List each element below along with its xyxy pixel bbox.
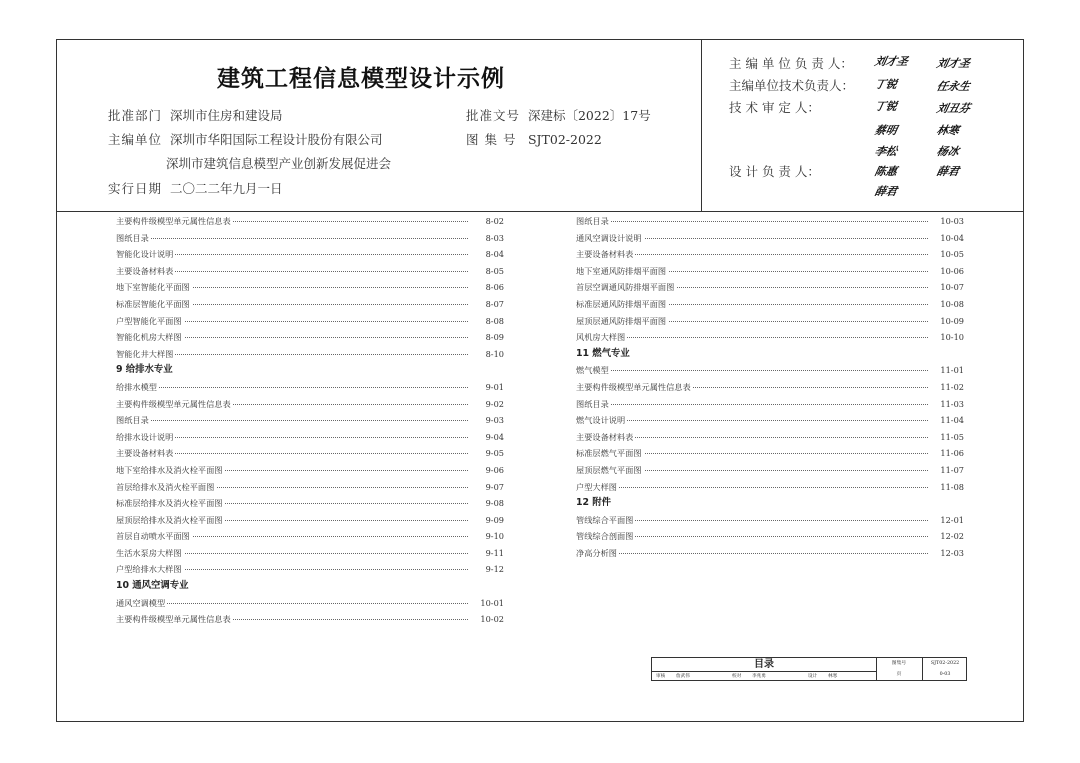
title-block [651, 657, 967, 681]
toc-entry-page: 8-05 [470, 263, 504, 280]
toc-entry-title: 主要构件级模型单元属性信息表 [116, 398, 231, 409]
toc-leader-dots [116, 603, 468, 604]
toc-entry-page: 12-03 [930, 545, 964, 562]
toc-entry-page: 8-02 [470, 213, 504, 230]
toc-entry-page: 11-08 [930, 479, 964, 496]
toc-entry [576, 213, 964, 230]
toc-entry-page: 11-01 [930, 362, 964, 379]
toc-entry [576, 429, 964, 446]
signature-10: 杨冰 [935, 145, 961, 158]
toc-entry-page: 9-02 [470, 396, 504, 413]
toc-entry-page: 10-01 [470, 595, 504, 612]
toc-entry-page: 8-10 [470, 346, 504, 363]
toc-entry-title: 首层空调通风防排烟平面图 [576, 282, 675, 293]
toc-entry-page: 9-03 [470, 412, 504, 429]
toc-entry [116, 595, 504, 612]
toc-entry [116, 230, 504, 247]
toc-entry [116, 512, 504, 529]
toc-entry [576, 246, 964, 263]
atlas-label-cell: 图集号 [891, 661, 907, 666]
toc-entry [116, 611, 504, 628]
editor-value-2: 深圳市建筑信息模型产业创新发展促进会 [166, 156, 392, 171]
toc-entry-page: 10-08 [930, 296, 964, 313]
toc-leader-dots [116, 420, 468, 421]
title-block-vline-2 [922, 658, 923, 680]
title-block-vline-1 [876, 658, 877, 680]
toc-entry-page: 8-07 [470, 296, 504, 313]
toc-entry-page: 9-11 [470, 545, 504, 562]
toc-entry-title: 主要设备材料表 [576, 249, 634, 260]
toc-leader-dots [576, 420, 928, 421]
toc-entry [116, 495, 504, 512]
toc-entry-page: 11-03 [930, 396, 964, 413]
toc-leader-dots [576, 337, 928, 338]
toc-entry-title: 屋顶层燃气平面图 [576, 464, 642, 475]
toc-entry-title: 主要构件级模型单元属性信息表 [116, 216, 231, 226]
check-label-cell: 校对 [732, 674, 742, 679]
toc-entry [116, 279, 504, 296]
toc-entry-title: 通风空调模型 [116, 597, 166, 608]
toc-section-heading: 12 附件 [576, 497, 612, 509]
signature-2: 刘才圣 [935, 57, 972, 70]
toc-entry [576, 512, 964, 529]
toc-entry-page: 12-01 [930, 512, 964, 529]
toc-entry-page: 9-10 [470, 528, 504, 545]
toc-entry [576, 379, 964, 396]
page-no-cell: 0-03 [939, 672, 951, 677]
toc-entry-page: 9-07 [470, 479, 504, 496]
toc-entry [576, 263, 964, 280]
toc-entry-page: 9-12 [470, 561, 504, 578]
toc-entry-title: 图纸目录 [116, 232, 149, 243]
toc-entry [116, 263, 504, 280]
date-row [108, 179, 283, 197]
toc-entry [576, 545, 964, 562]
checker-cell: 李兆勇 [752, 674, 766, 679]
toc-entry-title: 户型给排水大样图 [116, 564, 182, 575]
date-label: 实行日期 [108, 181, 163, 196]
signature-8: 林寒 [935, 124, 961, 137]
toc-right-column [576, 213, 964, 561]
toc-entry [576, 479, 964, 496]
toc-entry-page: 10-10 [930, 329, 964, 346]
atlas-no-row [466, 130, 602, 148]
title-block-signoff-row [652, 672, 876, 681]
toc-entry [576, 329, 964, 346]
toc-leader-dots [576, 553, 928, 554]
atlas-no-label: 图 集 号 [466, 132, 517, 147]
toc-entry [576, 362, 964, 379]
toc-entry-title: 给排水设计说明 [116, 431, 174, 442]
tech-head-label: 主编单位技术负责人： [729, 78, 855, 93]
signature-6: 刘丑芬 [935, 102, 972, 115]
review-label: 技 术 审 定 人： [729, 100, 820, 115]
toc-leader-dots [576, 487, 928, 488]
toc-entry-page: 11-04 [930, 412, 964, 429]
toc-entry-page: 9-08 [470, 495, 504, 512]
toc-entry-title: 屋顶层给排水及消火栓平面图 [116, 514, 223, 525]
toc-entry-title: 标准层通风防排烟平面图 [576, 298, 667, 309]
toc-leader-dots [576, 370, 928, 371]
unit-head-label: 主 编 单 位 负 责 人： [729, 56, 853, 71]
toc-entry-page: 12-02 [930, 528, 964, 545]
toc-entry [116, 213, 504, 230]
toc-entry-title: 燃气模型 [576, 365, 609, 376]
signature-1: 刘才圣 [873, 55, 910, 68]
toc-entry-page: 11-06 [930, 445, 964, 462]
editor-row-2 [166, 154, 391, 172]
toc-entry-title: 屋顶层通风防排烟平面图 [576, 315, 667, 326]
toc-entry-title: 智能化井大样图 [116, 348, 174, 359]
toc-entry [116, 429, 504, 446]
toc-entry [576, 445, 964, 462]
toc-entry [116, 528, 504, 545]
toc-entry [116, 561, 504, 578]
toc-entry-page: 8-06 [470, 279, 504, 296]
atlas-no-cell: SJT02-2022 [930, 661, 960, 666]
toc-entry-title: 首层给排水及消火栓平面图 [116, 481, 215, 492]
toc-entry [116, 396, 504, 413]
toc-entry [576, 296, 964, 313]
toc-entry [576, 396, 964, 413]
doc-no-row [466, 106, 651, 124]
toc-entry-title: 标准层智能化平面图 [116, 298, 190, 309]
designer-cell: 林寒 [828, 674, 838, 679]
toc-entry-title: 智能化设计说明 [116, 249, 174, 260]
toc-entry-title: 图纸目录 [576, 398, 609, 409]
signature-7: 蔡明 [873, 124, 899, 137]
signature-13: 薛君 [873, 185, 899, 198]
toc-entry-title: 地下室通风防排烟平面图 [576, 265, 667, 276]
toc-entry-title: 生活水泵房大样图 [116, 547, 182, 558]
editor-value-1: 深圳市华阳国际工程设计股份有限公司 [169, 132, 383, 147]
toc-entry-title: 标准层燃气平面图 [576, 448, 642, 459]
doc-no-value: 深建标〔2022〕17号 [527, 108, 651, 123]
toc-entry [576, 313, 964, 330]
toc-entry [576, 279, 964, 296]
toc-entry-title: 主要构件级模型单元属性信息表 [576, 381, 691, 392]
toc-entry-page: 9-09 [470, 512, 504, 529]
signature-12: 薛君 [935, 165, 961, 178]
toc-entry [116, 329, 504, 346]
signature-4: 任永生 [935, 80, 972, 93]
toc-entry-title: 净高分析图 [576, 547, 617, 558]
editor-row [108, 130, 383, 148]
atlas-no-value: SJT02-2022 [527, 132, 602, 147]
design-label-cell: 设计 [808, 674, 818, 679]
signature-3: 丁锐 [873, 78, 899, 91]
toc-entry-title: 地下室智能化平面图 [116, 282, 190, 293]
toc-entry [116, 479, 504, 496]
toc-entry-title: 图纸目录 [116, 415, 149, 426]
toc-entry-page: 9-01 [470, 379, 504, 396]
toc-entry-title: 智能化机房大样图 [116, 332, 182, 343]
toc-entry-title: 首层自动喷水平面图 [116, 531, 190, 542]
toc-leader-dots [116, 387, 468, 388]
toc-entry-page: 11-07 [930, 462, 964, 479]
toc-entry-page: 10-02 [470, 611, 504, 628]
toc-entry-page: 9-06 [470, 462, 504, 479]
toc-entry-page: 11-05 [930, 429, 964, 446]
toc-entry-title: 主要构件级模型单元属性信息表 [116, 614, 231, 625]
toc-leader-dots [116, 238, 468, 239]
review-label-cell: 审核 [656, 674, 666, 679]
title-block-name: 目录 [652, 658, 877, 671]
toc-entry-title: 户型智能化平面图 [116, 315, 182, 326]
toc-entry-page: 8-04 [470, 246, 504, 263]
toc-entry-title: 通风空调设计说明 [576, 232, 642, 243]
toc-entry-title: 标准层给排水及消火栓平面图 [116, 498, 223, 509]
toc-leader-dots [576, 221, 928, 222]
toc-entry-page: 8-08 [470, 313, 504, 330]
doc-no-label: 批准文号 [466, 108, 521, 123]
toc-entry [116, 346, 504, 363]
toc-entry-page: 9-05 [470, 445, 504, 462]
date-value: 二〇二二年九月一日 [169, 181, 283, 196]
toc-entry-title: 地下室给排水及消火栓平面图 [116, 464, 223, 475]
toc-entry-title: 给排水模型 [116, 381, 157, 392]
toc-entry-page: 10-03 [930, 213, 964, 230]
toc-entry [116, 313, 504, 330]
editor-label: 主编单位 [108, 132, 163, 147]
toc-leader-dots [576, 404, 928, 405]
toc-entry-page: 11-02 [930, 379, 964, 396]
toc-entry-title: 主要设备材料表 [116, 448, 174, 459]
toc-entry [576, 528, 964, 545]
signature-9: 李松 [873, 145, 899, 158]
toc-left-column [116, 213, 504, 628]
design-label: 设 计 负 责 人： [729, 164, 820, 179]
toc-section-heading: 10 通风空调专业 [116, 580, 189, 592]
signature-5: 丁锐 [873, 100, 899, 113]
approve-dept-value: 深圳市住房和建设局 [169, 108, 283, 123]
toc-entry-title: 户型大样图 [576, 481, 617, 492]
toc-entry [116, 462, 504, 479]
document-title: 建筑工程信息模型设计示例 [217, 66, 505, 92]
approve-dept-label: 批准部门 [108, 108, 163, 123]
header-divider [57, 211, 1023, 212]
toc-entry-page: 8-03 [470, 230, 504, 247]
toc-entry-title: 管线综合平面图 [576, 514, 634, 525]
toc-entry-title: 图纸目录 [576, 216, 609, 226]
toc-entry-page: 10-09 [930, 313, 964, 330]
toc-entry [116, 296, 504, 313]
toc-entry-title: 风机房大样图 [576, 332, 626, 343]
reviewer-cell: 詹武伟 [676, 674, 690, 679]
toc-entry-page: 10-06 [930, 263, 964, 280]
toc-entry [576, 462, 964, 479]
toc-entry [576, 230, 964, 247]
toc-entry-page: 9-04 [470, 429, 504, 446]
toc-entry [116, 545, 504, 562]
toc-entry-title: 主要设备材料表 [576, 431, 634, 442]
toc-entry-title: 燃气设计说明 [576, 415, 626, 426]
toc-entry [116, 246, 504, 263]
toc-entry [116, 445, 504, 462]
page-label-cell: 页 [896, 672, 902, 677]
toc-section-heading: 11 燃气专业 [576, 347, 630, 359]
toc-entry-page: 10-07 [930, 279, 964, 296]
header-vertical-divider [701, 40, 702, 211]
toc-entry [116, 379, 504, 396]
toc-entry-page: 10-04 [930, 230, 964, 247]
signature-11: 陈惠 [873, 165, 899, 178]
toc-entry [116, 412, 504, 429]
toc-entry-page: 10-05 [930, 246, 964, 263]
approve-dept-row [108, 106, 283, 124]
toc-section-heading: 9 给排水专业 [116, 364, 173, 376]
toc-entry-title: 管线综合剖面图 [576, 531, 634, 542]
toc-entry-title: 主要设备材料表 [116, 265, 174, 276]
toc-entry-page: 8-09 [470, 329, 504, 346]
toc-entry [576, 412, 964, 429]
